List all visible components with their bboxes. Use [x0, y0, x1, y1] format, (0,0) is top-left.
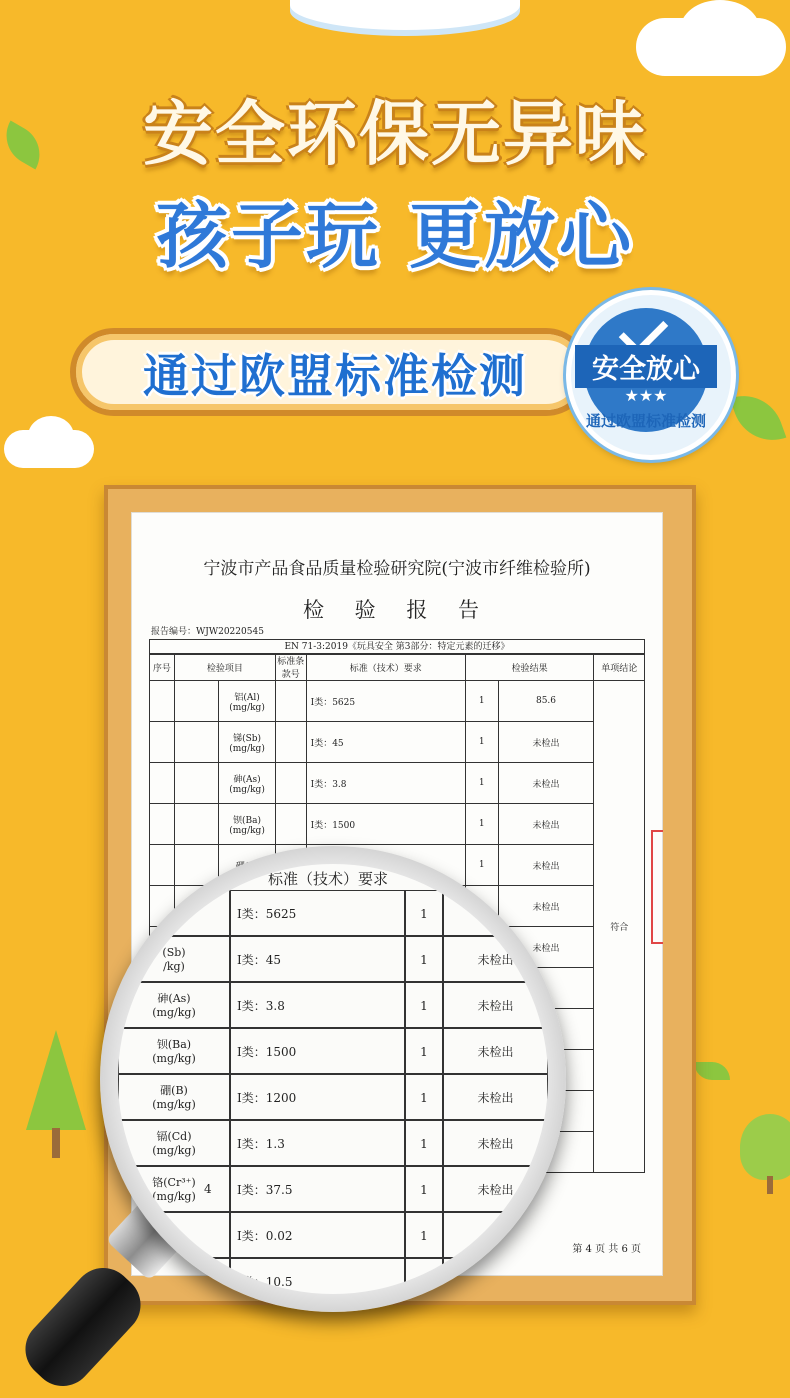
col-header: 标准条款号	[275, 654, 306, 681]
report-page-number: 第 4 页 共 6 页	[572, 1244, 641, 1255]
count-cell: 1	[465, 845, 498, 886]
lens-item-cell: 镉(Cd) (mg/kg)	[118, 1120, 230, 1166]
row-blank-cell	[174, 804, 218, 845]
col-header: 检验结果	[465, 654, 594, 681]
lens-count-cell: 1	[405, 1120, 443, 1166]
result-cell: 85.6	[498, 681, 594, 722]
col-header: 标准（技术）要求	[306, 654, 465, 681]
row-number-cell	[150, 763, 175, 804]
tree-trunk	[52, 1128, 60, 1158]
count-cell: 1	[465, 763, 498, 804]
report-number: 报告编号：WJW20220545	[151, 627, 264, 637]
leaf-icon	[694, 1062, 730, 1080]
top-paper-curl	[290, 0, 520, 30]
clause-cell	[275, 763, 306, 804]
conclusion-cell: 符合	[594, 681, 645, 1173]
table-row	[150, 681, 645, 722]
lens-count-cell: 1	[405, 936, 443, 982]
result-cell: 未检出	[498, 804, 594, 845]
table-row	[150, 763, 645, 804]
leaf-icon	[730, 385, 787, 451]
lens-result-cell: 未检出	[443, 1074, 548, 1120]
result-cell: 未检出	[498, 845, 594, 886]
lens-count-cell: 1	[405, 1166, 443, 1212]
bush-trunk	[767, 1176, 773, 1194]
headline-line2: 孩子玩 更放心	[155, 194, 635, 278]
lens-table-row	[118, 1212, 548, 1258]
result-cell: 未检出	[498, 927, 594, 968]
lens-table-row	[118, 1074, 548, 1120]
item-cell: 铝(Al) (mg/kg)	[219, 681, 276, 722]
row-number-cell	[150, 722, 175, 763]
lens-result-cell: 未检出	[443, 1120, 548, 1166]
item-cell: 钡(Ba) (mg/kg)	[219, 804, 276, 845]
item-cell: 砷(As) (mg/kg)	[219, 763, 276, 804]
lens-requirement-cell: Ⅰ类：1.3	[230, 1120, 405, 1166]
cloud-left-puff	[28, 416, 74, 456]
lens-requirement-cell: Ⅰ类：5625	[230, 890, 405, 936]
result-cell: 未检出	[498, 722, 594, 763]
magnifier-lens	[118, 864, 548, 1294]
lens-result-cell: 未检出	[443, 936, 548, 982]
col-header: 序号	[150, 654, 175, 681]
lens-header: 标准（技术）要求	[268, 870, 389, 888]
lens-requirement-cell: Ⅰ类：37.5	[230, 1166, 405, 1212]
seal-main-text: 安全放心	[575, 345, 717, 388]
cloud-top-right-puff	[680, 0, 760, 60]
lens-result-cell	[443, 1212, 548, 1258]
lens-item-cell	[118, 1212, 230, 1258]
row-blank-cell	[174, 722, 218, 763]
lens-requirement-cell: Ⅰ类：0.02	[230, 1212, 405, 1258]
count-cell: 1	[465, 681, 498, 722]
lens-count-cell	[405, 1258, 443, 1294]
col-header: 检验项目	[174, 654, 275, 681]
lens-table-row	[118, 890, 548, 936]
lens-row-number: 4	[204, 1182, 212, 1196]
lens-table-row	[118, 936, 548, 982]
count-cell: 1	[465, 804, 498, 845]
lens-table-row	[118, 1166, 548, 1212]
report-title: 检 验 报 告	[302, 598, 492, 622]
requirement-cell: Ⅰ类：1500	[306, 804, 465, 845]
requirement-cell: Ⅰ类：45	[306, 722, 465, 763]
lens-result-cell: 未检出	[443, 982, 548, 1028]
clause-cell	[275, 722, 306, 763]
lens-item-cell	[118, 1258, 230, 1294]
clause-cell	[275, 681, 306, 722]
item-cell: 锑(Sb) (mg/kg)	[219, 722, 276, 763]
row-blank-cell	[174, 681, 218, 722]
lens-requirement-cell: Ⅰ类：10.5	[230, 1258, 405, 1294]
tree-icon	[26, 1030, 86, 1130]
lens-count-cell: 1	[405, 890, 443, 936]
lens-table-row	[118, 982, 548, 1028]
lens-count-cell: 1	[405, 982, 443, 1028]
requirement-cell: Ⅰ类：3.8	[306, 763, 465, 804]
headline-line1: 安全环保无异味	[143, 93, 647, 175]
seal-sub-text: 通过欧盟标准检测	[585, 412, 706, 430]
report-standard: EN 71-3:2019《玩具安全 第3部分：特定元素的迁移》	[149, 639, 645, 655]
lens-result-cell	[443, 1258, 548, 1294]
lens-item-cell: (Sb) /kg)	[118, 936, 230, 982]
lens-result-cell: 未检出	[443, 1028, 548, 1074]
row-number-cell	[150, 845, 175, 886]
lens-result-cell: 未检出	[443, 1166, 548, 1212]
clause-cell	[275, 804, 306, 845]
lens-count-cell: 1	[405, 1074, 443, 1120]
requirement-cell: Ⅰ类：5625	[306, 681, 465, 722]
certification-pill-label: 通过欧盟标准检测	[143, 349, 527, 403]
row-number-cell	[150, 804, 175, 845]
result-cell: 未检出	[498, 886, 594, 927]
report-table-header	[150, 654, 645, 681]
seal-stars: ★★★	[624, 386, 668, 405]
lens-table-row	[118, 1120, 548, 1166]
lens-result-cell	[443, 890, 548, 936]
table-row	[150, 804, 645, 845]
lens-item-cell: 硼(B) (mg/kg)	[118, 1074, 230, 1120]
lens-item-cell: 铬(Cr³⁺) (mg/kg)	[118, 1166, 230, 1212]
lens-requirement-cell: Ⅰ类：1500	[230, 1028, 405, 1074]
lens-table-row	[118, 1028, 548, 1074]
lens-requirement-cell: Ⅰ类：3.8	[230, 982, 405, 1028]
col-header: 单项结论	[594, 654, 645, 681]
row-blank-cell	[174, 763, 218, 804]
lens-table-row	[118, 1258, 548, 1294]
lens-item-cell: 钡(Ba) (mg/kg)	[118, 1028, 230, 1074]
lens-requirement-cell: Ⅰ类：45	[230, 936, 405, 982]
lens-count-cell: 1	[405, 1028, 443, 1074]
bush-icon	[740, 1114, 790, 1180]
lens-requirement-cell: Ⅰ类：1200	[230, 1074, 405, 1120]
table-row	[150, 722, 645, 763]
result-cell: 未检出	[498, 763, 594, 804]
row-number-cell	[150, 681, 175, 722]
lens-count-cell: 1	[405, 1212, 443, 1258]
lens-item-cell: 砷(As) (mg/kg)	[118, 982, 230, 1028]
lens-item-cell	[118, 890, 230, 936]
red-stamp	[651, 830, 663, 944]
count-cell: 1	[465, 722, 498, 763]
report-institute: 宁波市产品食品质量检验研究院(宁波市纤维检验所)	[203, 559, 591, 579]
